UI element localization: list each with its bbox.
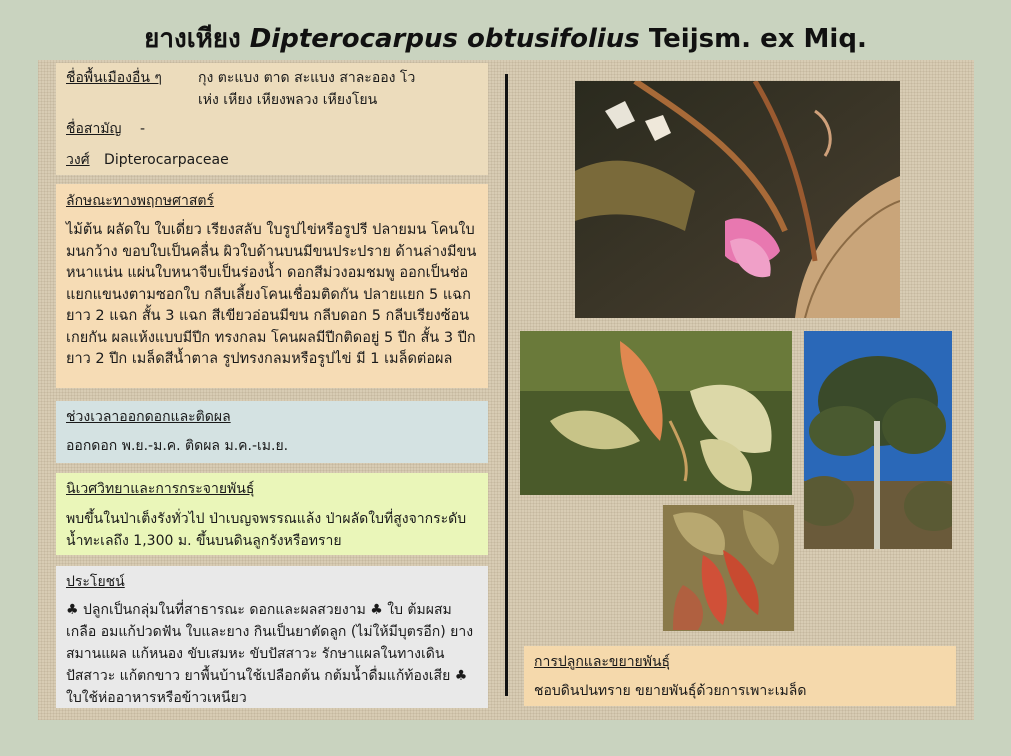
botany-text: ไม้ต้น ผลัดใบ ใบเดี่ยว เรียงสลับ ใบรูปไข่หรือรูปรี ปลายมน โคนใบมนกว้าง ขอบใบเป็นคลื่น ผิวใบด้านบนมีขนประปราย ด้านล่างมีขนหนาแน่น แผ่นใบหนาจีบเป็นร่องน้ำ ดอกสีม่วงอมชมพู ออกเป็นช่อแยกแขนงตามซอกใบ กลีบเลี้ยงโคนเชื่อมติดกัน ปลายแยก 5 แฉก ยาว 2 แฉก สั้น 3 แฉก สีเขียวอ่อนมีขน กลีบดอก 5 กลีบเรียงซ้อนเกยกัน ผลแห้งแบบมีปีก ทรงกลม โคนผลมีปีกติดอยู่ 5 ปีก สั้น 3 ปีก ยาว 2 ปีก เมล็ดสีน้ำตาล รูปทรงกลมหรือรูปไข่ มี 1 เมล็ดต่อผล <box>66 222 477 367</box>
uses-panel <box>56 566 488 708</box>
common-name-value: - <box>139 121 145 137</box>
page-title <box>0 18 1011 59</box>
leaves-image <box>520 331 792 495</box>
local-names-values <box>198 67 415 111</box>
ecology-text: พบขึ้นในป่าเต็งรังทั่วไป ป่าเบญจพรรณแล้ง ป่าผลัดใบที่สูงจากระดับน้ำทะเลถึง 1,300 ม. ขึ้นบนดินลูกรังหรือทราย <box>66 511 467 549</box>
photo-tree <box>804 331 952 549</box>
planting-heading: การปลูกและขยายพันธุ์ <box>534 654 671 670</box>
planting-panel <box>524 646 956 706</box>
names-panel <box>56 63 488 175</box>
flowers-image <box>575 81 900 318</box>
uses-text: ♣ ปลูกเป็นกลุ่มในที่สาธารณะ ดอกและผลสวยงาม ♣ ใบ ต้มผสมเกลือ อมแก้ปวดฟัน ใบและยาง กินเป็นยาตัดลูก (ไม่ให้มีบุตรอีก) ยาง สมานแผล แก้หนอง ขับเสมหะ ขับปัสสาวะ รักษาแผลในทางเดินปัสสาวะ แก้ตกขาว ยาพื้นบ้านใช้เปลือกต้น กต้มน้ำดื่มแก้ท้องเสีย ♣ ใบใช้ห่ออาหารหรือข้าวเหนียว <box>66 602 474 706</box>
tree-image <box>804 331 952 549</box>
column-divider <box>505 74 508 696</box>
ecology-panel <box>56 473 488 555</box>
ecology-heading: นิเวศวิทยาและการกระจายพันธุ์ <box>66 481 255 497</box>
botany-panel <box>56 184 488 388</box>
common-name-row <box>66 118 145 140</box>
local-names-row <box>66 67 162 89</box>
local-names-line-1: กุง ตะแบง ตาด สะแบง สาละออง โว <box>198 70 416 86</box>
family-row <box>66 149 229 171</box>
photo-fruits <box>663 505 794 631</box>
family-value: Dipterocarpaceae <box>104 152 229 168</box>
uses-heading: ประโยชน์ <box>66 574 125 590</box>
season-panel <box>56 401 488 463</box>
photo-flowers <box>575 81 900 318</box>
botany-heading: ลักษณะทางพฤกษศาสตร์ <box>66 193 215 209</box>
planting-text: ชอบดินปนทราย ขยายพันธุ์ด้วยการเพาะเมล็ด <box>534 683 807 699</box>
family-label: วงศ์ <box>66 152 90 168</box>
common-name-label: ชื่อสามัญ <box>66 121 122 137</box>
local-names-line-2: เห่ง เหียง เหียงพลวง เหียงโยน <box>198 92 378 108</box>
season-heading: ช่วงเวลาออกดอกและติดผล <box>66 409 231 425</box>
fruits-image <box>663 505 794 631</box>
season-text: ออกดอก พ.ย.-ม.ค. ติดผล ม.ค.-เม.ย. <box>66 438 289 454</box>
local-names-label: ชื่อพื้นเมืองอื่น ๆ <box>66 70 162 86</box>
title-thai: ยางเหียง <box>144 24 241 54</box>
photo-leaves <box>520 331 792 495</box>
title-author: Teijsm. ex Miq. <box>648 24 867 54</box>
title-scientific-name: Dipterocarpus obtusifolius <box>249 24 640 54</box>
